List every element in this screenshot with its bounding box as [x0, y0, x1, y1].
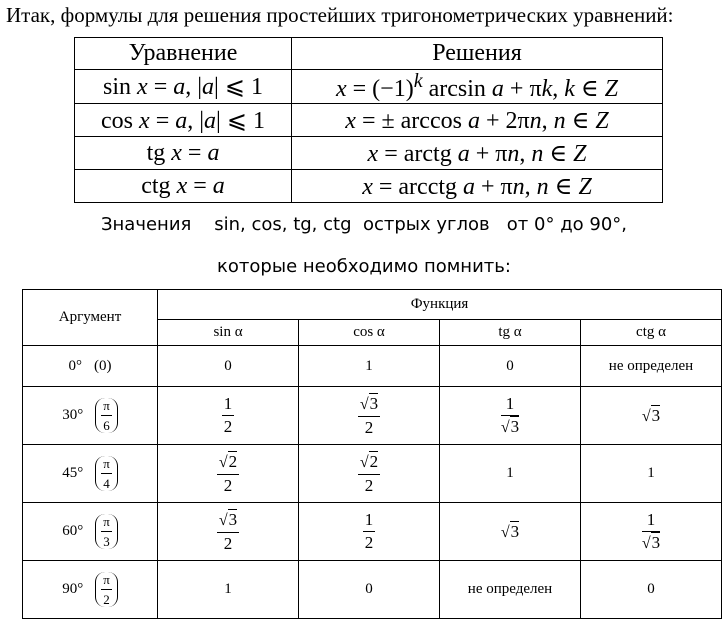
formula-table: [74, 37, 663, 203]
page-heading: Итак, формулы для решения простейших тригонометрических уравнений:: [6, 3, 674, 27]
solution-cell: x = arcctg a + πn, n ∈ Z: [292, 170, 663, 203]
value-cell: $\frac{1}{√3}$: [440, 387, 581, 445]
caption-middle: острых углов: [362, 214, 490, 235]
argument-degrees: 60°: [62, 523, 84, 539]
argument-degrees: 45°: [62, 465, 84, 481]
argument-degrees: 30°: [62, 407, 84, 423]
formula-row: [75, 170, 663, 203]
value-row: [23, 503, 722, 561]
caption-functions: sin, cos, tg, ctg: [214, 214, 352, 235]
value-cell: √3: [440, 503, 581, 561]
value-cell: $\frac{√2}{2}$: [158, 445, 299, 503]
solution-cell: x = ± arccos a + 2πn, n ∈ Z: [292, 104, 663, 137]
value-cell: $\frac{√3}{2}$: [299, 387, 440, 445]
value-row: [23, 561, 722, 619]
function-header: cos α: [299, 320, 440, 346]
caption-line-2: которые необходимо помнить:: [217, 256, 511, 277]
value-cell: 0: [299, 561, 440, 619]
value-cell: не определен: [440, 561, 581, 619]
value-cell: $\frac{1}{√3}$: [581, 503, 722, 561]
value-cell: $\frac{√2}{2}$: [299, 445, 440, 503]
value-row: [23, 445, 722, 503]
caption-range: от 0° до 90°,: [506, 214, 627, 235]
value-cell: 1: [158, 561, 299, 619]
caption-prefix: Значения: [101, 214, 192, 235]
header-solutions: Решения: [292, 38, 663, 70]
value-cell: 1: [581, 445, 722, 503]
argument-radians: $\frac{\pi}{6}$: [95, 398, 118, 433]
header-equation: Уравнение: [75, 38, 292, 70]
equation-cell: cos x = a, |a| ⩽ 1: [75, 104, 292, 137]
function-header: sin α: [158, 320, 299, 346]
value-row: [23, 387, 722, 445]
equation-cell: tg x = a: [75, 137, 292, 170]
argument-radians: (0): [94, 357, 112, 374]
caption-line-1: [0, 213, 728, 237]
argument-radians: $\frac{\pi}{3}$: [95, 514, 118, 549]
formula-row: [75, 70, 663, 104]
equation-cell: sin x = a, |a| ⩽ 1: [75, 70, 292, 104]
argument-degrees: 90°: [62, 581, 84, 597]
formula-row: [75, 104, 663, 137]
argument-cell: [23, 346, 158, 387]
argument-cell: [23, 387, 158, 445]
argument-cell: [23, 561, 158, 619]
argument-cell: [23, 445, 158, 503]
value-cell: $\frac{1}{2}$: [299, 503, 440, 561]
value-cell: 0: [158, 346, 299, 387]
value-cell: 0: [440, 346, 581, 387]
argument-radians: $\frac{\pi}{4}$: [95, 456, 118, 491]
argument-degrees: 0°: [68, 357, 82, 374]
value-cell: √3: [581, 387, 722, 445]
value-cell: $\frac{√3}{2}$: [158, 503, 299, 561]
header-function: Функция: [158, 290, 722, 320]
formula-row: [75, 137, 663, 170]
function-header: tg α: [440, 320, 581, 346]
value-cell: 0: [581, 561, 722, 619]
value-cell: не определен: [581, 346, 722, 387]
header-argument: Аргумент: [23, 290, 158, 346]
argument-radians: $\frac{\pi}{2}$: [95, 572, 118, 607]
trig-values-table: [22, 289, 722, 619]
solution-cell: x = arctg a + πn, n ∈ Z: [292, 137, 663, 170]
equation-cell: ctg x = a: [75, 170, 292, 203]
value-cell: 1: [299, 346, 440, 387]
solution-cell: $x = (-1)^k$ arcsin a + πk, k ∈ Z: [292, 70, 663, 104]
argument-cell: [23, 503, 158, 561]
value-cell: $\frac{1}{2}$: [158, 387, 299, 445]
function-header: ctg α: [581, 320, 722, 346]
value-row: [23, 346, 722, 387]
value-cell: 1: [440, 445, 581, 503]
